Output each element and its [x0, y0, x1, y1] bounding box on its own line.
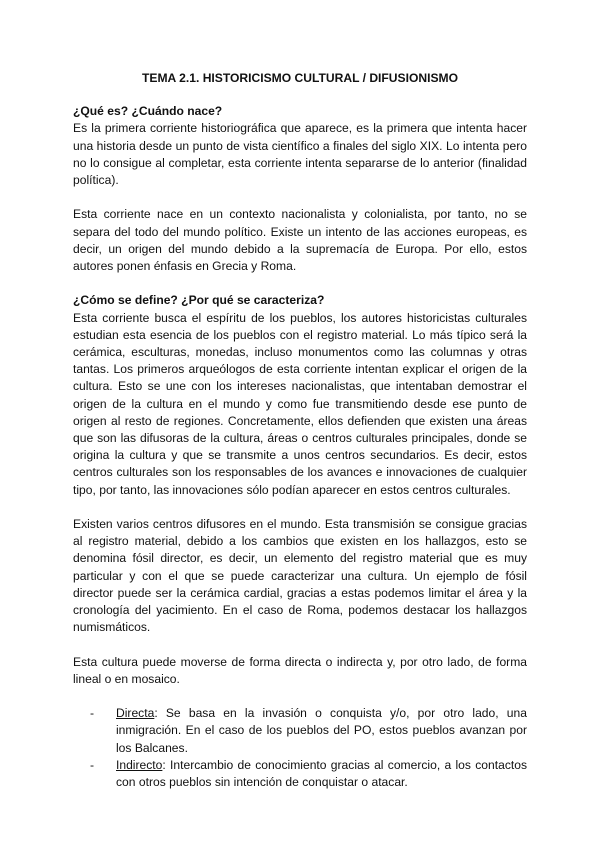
paragraph-gap: [73, 499, 527, 516]
bullet-list: [73, 705, 527, 791]
document-page: [73, 70, 527, 791]
paragraph-gap: [73, 189, 527, 206]
list-bullet: -: [90, 757, 95, 772]
list-item: [73, 757, 527, 791]
paragraph-gap: [73, 636, 527, 653]
paragraph: Es la primera corriente historiográfica que aparece, es la primera que intenta hacer una historia desde un punto de vista científico a finales del siglo XIX. Lo intenta pero no lo consigue al completar, esta corriente intenta separarse de lo anterior (finalidad política).: [73, 121, 527, 188]
paragraph: Esta corriente nace en un contexto nacionalista y colonialista, por tanto, no se separa del todo del mundo político. Existe un intento de las acciones europeas, es decir, un origen del mundo debido a la supremacía de Europa. Por ello, estos autores ponen énfasis en Grecia y Roma.: [73, 207, 527, 274]
paragraph-gap: [73, 275, 527, 292]
paragraph: Existen varios centros difusores en el mundo. Esta transmisión se consigue gracias al registro material, debido a los cambios que existen en los hallazgos, esto se denomina fósil director, es decir, un elemento del registro material que es muy particular y con el que se puede caracterizar una cultura. Un ejemplo de fósil director puede ser la cerámica cardial, gracias a estas podemos limitar el área y la cronología del yacimiento. En el caso de Roma, podemos destacar los hallazgos numismáticos.: [73, 517, 527, 635]
section-heading: ¿Cómo se define? ¿Por qué se caracteriza?: [73, 293, 325, 308]
list-term: Indirecto: [116, 757, 163, 772]
list-bullet: -: [90, 706, 95, 721]
list-text: : Se basa en la invasión o conquista y/o, por otro lado, una inmigración. En el caso de los pueblos del PO, estos pueblos avanzan por los Balcanes.: [116, 706, 527, 755]
paragraph-gap: [73, 688, 527, 705]
paragraph: Esta cultura puede moverse de forma directa o indirecta y, por otro lado, de forma lineal o en mosaico.: [73, 654, 527, 686]
paragraph: Esta corriente busca el espíritu de los pueblos, los autores historicistas culturales estudian esta esencia de los pueblos con el registro material. Lo más típico será la cerámica, esculturas, monedas, incluso monumentos como las columnas y otras tantas. Los primeros arqueólogos de esta corriente intentan explicar el origen de la cultura. Esto se une con los intereses nacionalistas, que intentaban demostrar el origen de la cultura en el mundo y como fue transmitiendo desde ese punto de origen al resto de regiones. Concretamente, ellos defienden que existen una áreas que son las difusoras de la cultura, áreas o centros culturales principales, donde se origina la cultura y que se transmite a unos centros secundarios. Es decir, estos centros culturales son los responsables de los avances e innovaciones de cualquier tipo, por tanto, las innovaciones sólo podían aparecer en estos centros culturales.: [73, 310, 527, 497]
list-item: [73, 705, 527, 757]
document-title: TEMA 2.1. HISTORICISMO CULTURAL / DIFUSIONISMO: [141, 71, 459, 85]
list-text: : Intercambio de conocimiento gracias al comercio, a los contactos con otros pueblos sin intención de conquistar o atacar.: [116, 757, 527, 790]
list-term: Directa: [116, 706, 155, 721]
section-heading: ¿Qué es? ¿Cuándo nace?: [73, 104, 223, 119]
